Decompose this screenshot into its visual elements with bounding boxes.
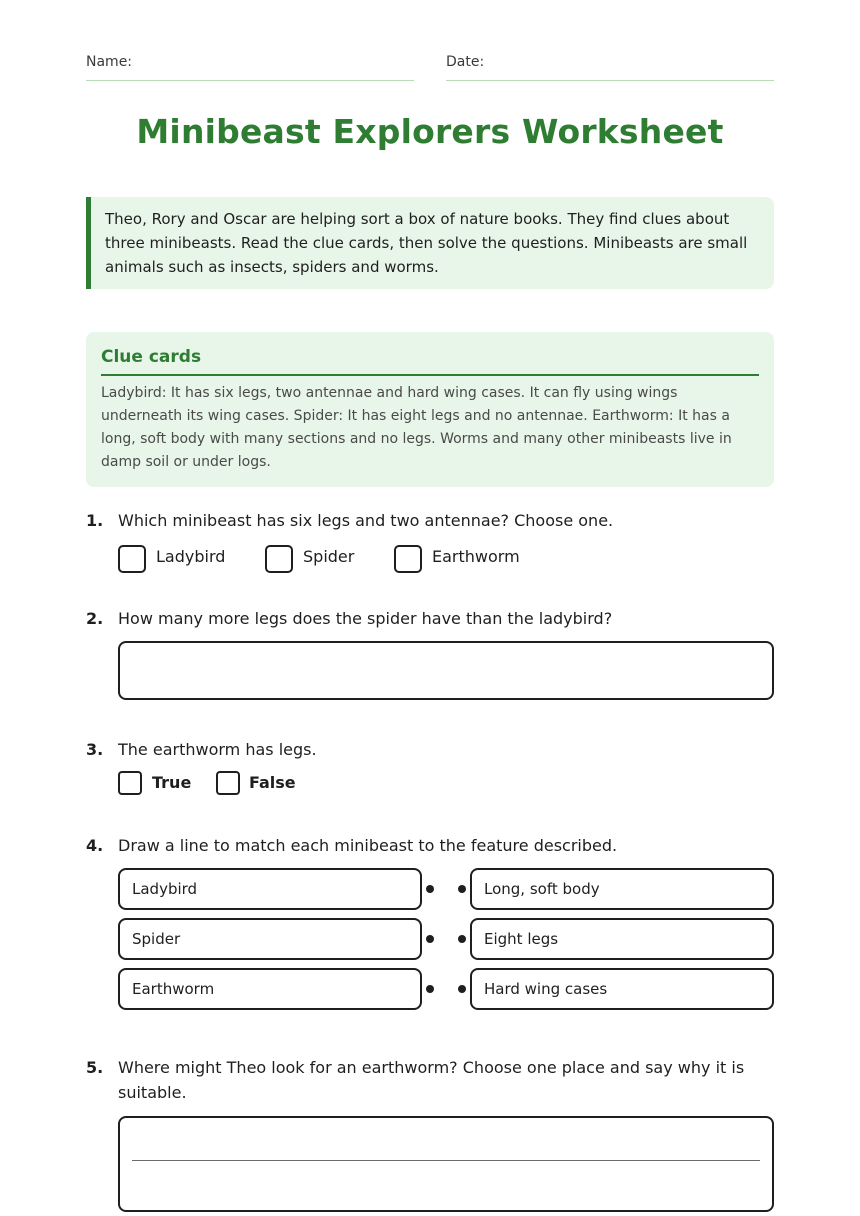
clue-cards-heading: Clue cards	[101, 346, 759, 376]
option-false: False	[249, 773, 296, 792]
name-field[interactable]	[86, 54, 414, 81]
name-label: Name:	[86, 54, 133, 70]
option-true: True	[152, 773, 192, 792]
date-field[interactable]	[446, 54, 774, 81]
match-dot-right-1[interactable]	[458, 885, 466, 893]
question-text: Where might Theo look for an earthworm? Choose one place and say why it is suitable.	[118, 1058, 745, 1102]
checkbox-false[interactable]	[216, 771, 240, 795]
match-dot-right-3[interactable]	[458, 985, 466, 993]
question-text: The earthworm has legs.	[118, 740, 317, 759]
answer-box-q2[interactable]	[118, 641, 774, 700]
clue-cards-text: Ladybird: It has six legs, two antennae and hard wing cases. It can fly using wings underneath its wing cases. Spider: It has eight legs and no antennae. Earthworm: It has a long, soft body with many sections and no legs. Worms and many other minibeasts live in damp soil or under logs.	[101, 385, 732, 470]
question-text: How many more legs does the spider have than the ladybird?	[118, 609, 613, 628]
checkbox-spider[interactable]	[265, 545, 293, 573]
intro-panel: Theo, Rory and Oscar are helping sort a box of nature books. They find clues about three minibeasts. Read the clue cards, then solve the questions. Minibeasts are small animals such as insects, spiders and worms.	[86, 197, 774, 289]
checkbox-ladybird[interactable]	[118, 545, 146, 573]
match-left-spider[interactable]: Spider	[118, 918, 422, 960]
question-text: Which minibeast has six legs and two antennae? Choose one.	[118, 511, 614, 530]
answer-box-q5[interactable]	[118, 1116, 774, 1212]
date-label: Date:	[446, 54, 485, 70]
option-earthworm: Earthworm	[432, 547, 520, 566]
match-dot-right-2[interactable]	[458, 935, 466, 943]
match-right-eight-legs[interactable]: Eight legs	[470, 918, 774, 960]
question-number: 5.	[86, 1058, 104, 1077]
checkbox-earthworm[interactable]	[394, 545, 422, 573]
clue-cards-panel	[86, 332, 774, 487]
writing-line	[132, 1160, 760, 1161]
option-ladybird: Ladybird	[156, 547, 226, 566]
match-dot-left-2[interactable]	[426, 935, 434, 943]
question-text: Draw a line to match each minibeast to the feature described.	[118, 836, 618, 855]
match-left-ladybird[interactable]: Ladybird	[118, 868, 422, 910]
match-dot-left-1[interactable]	[426, 885, 434, 893]
checkbox-true[interactable]	[118, 771, 142, 795]
match-left-earthworm[interactable]: Earthworm	[118, 968, 422, 1010]
option-spider: Spider	[303, 547, 355, 566]
page-title: Minibeast Explorers Worksheet	[136, 112, 724, 151]
question-number: 4.	[86, 836, 104, 855]
match-right-hard-wing-cases[interactable]: Hard wing cases	[470, 968, 774, 1010]
question-number: 3.	[86, 740, 104, 759]
question-number: 2.	[86, 609, 104, 628]
match-dot-left-3[interactable]	[426, 985, 434, 993]
match-right-long-soft-body[interactable]: Long, soft body	[470, 868, 774, 910]
question-number: 1.	[86, 511, 104, 530]
